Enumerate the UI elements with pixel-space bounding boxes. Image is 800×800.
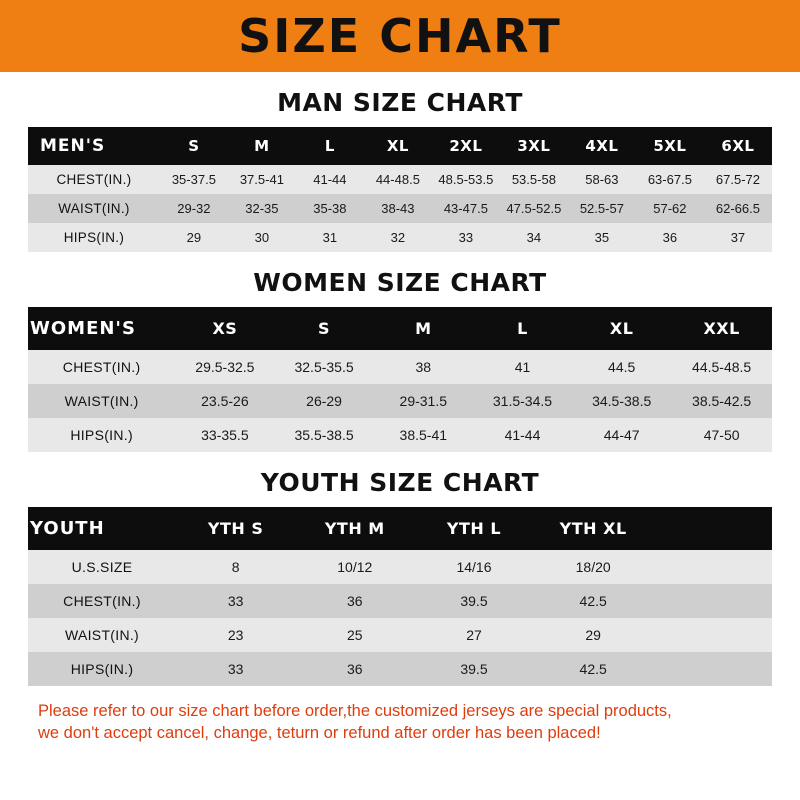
cell: 29-31.5 (374, 384, 473, 418)
youth-size-table (28, 507, 772, 686)
cell: 27 (414, 618, 533, 652)
cell: 36 (636, 223, 704, 252)
table-row (28, 418, 772, 452)
col-header-blank (653, 507, 772, 550)
cell: 42.5 (534, 652, 653, 686)
cell: 63-67.5 (636, 165, 704, 194)
cell: 38-43 (364, 194, 432, 223)
cell: 43-47.5 (432, 194, 500, 223)
table-row (28, 384, 772, 418)
col-header-xl: XL (572, 307, 671, 350)
col-header-l: L (296, 127, 364, 165)
cell: 41-44 (473, 418, 572, 452)
man-section-title: MAN SIZE CHART (277, 88, 523, 117)
col-header-4xl: 4XL (568, 127, 636, 165)
cell: 57-62 (636, 194, 704, 223)
cell: 31 (296, 223, 364, 252)
row-label-waist: WAIST(IN.) (28, 194, 160, 223)
youth-section-title: YOUTH SIZE CHART (260, 468, 540, 497)
cell: 42.5 (534, 584, 653, 618)
cell: 38.5-42.5 (671, 384, 772, 418)
cell: 35-37.5 (160, 165, 228, 194)
row-label-chest: CHEST(IN.) (28, 165, 160, 194)
cell (653, 584, 772, 618)
cell: 26-29 (274, 384, 373, 418)
cell (653, 652, 772, 686)
col-header-womens: WOMEN'S (28, 307, 175, 350)
cell: 41-44 (296, 165, 364, 194)
col-header-s: S (274, 307, 373, 350)
cell: 38 (374, 350, 473, 384)
man-table-body (28, 165, 772, 252)
cell: 29-32 (160, 194, 228, 223)
cell: 44.5-48.5 (671, 350, 772, 384)
col-header-xl: XL (364, 127, 432, 165)
col-header-2xl: 2XL (432, 127, 500, 165)
cell: 10/12 (295, 550, 414, 584)
row-label-hips: HIPS(IN.) (28, 652, 176, 686)
cell: 32-35 (228, 194, 296, 223)
table-row (28, 652, 772, 686)
cell: 44.5 (572, 350, 671, 384)
footer-line-1: Please refer to our size chart before order,the customized jerseys are special products, (38, 702, 672, 720)
cell: 23 (176, 618, 295, 652)
col-header-yth-l: YTH L (414, 507, 533, 550)
col-header-yth-xl: YTH XL (534, 507, 653, 550)
cell: 34.5-38.5 (572, 384, 671, 418)
col-header-xs: XS (175, 307, 274, 350)
cell: 32.5-35.5 (274, 350, 373, 384)
col-header-l: L (473, 307, 572, 350)
cell: 47.5-52.5 (500, 194, 568, 223)
row-label-waist: WAIST(IN.) (28, 384, 175, 418)
cell: 33 (176, 652, 295, 686)
footer-disclaimer (38, 700, 762, 745)
table-row (28, 350, 772, 384)
cell: 48.5-53.5 (432, 165, 500, 194)
cell: 29 (534, 618, 653, 652)
cell: 53.5-58 (500, 165, 568, 194)
footer-line-2: we don't accept cancel, change, teturn or refund after order has been placed! (38, 724, 601, 743)
cell: 39.5 (414, 652, 533, 686)
cell: 44-47 (572, 418, 671, 452)
cell: 29.5-32.5 (175, 350, 274, 384)
col-header-mens: MEN'S (28, 127, 160, 165)
table-header-row (28, 127, 772, 165)
table-row (28, 618, 772, 652)
col-header-youth: YOUTH (28, 507, 176, 550)
cell: 32 (364, 223, 432, 252)
cell: 29 (160, 223, 228, 252)
cell: 47-50 (671, 418, 772, 452)
cell: 8 (176, 550, 295, 584)
col-header-xxl: XXL (671, 307, 772, 350)
table-header-row (28, 507, 772, 550)
cell: 67.5-72 (704, 165, 772, 194)
cell: 30 (228, 223, 296, 252)
cell: 62-66.5 (704, 194, 772, 223)
table-row (28, 194, 772, 223)
women-table-body (28, 350, 772, 452)
cell: 33-35.5 (175, 418, 274, 452)
content-area (0, 88, 800, 745)
page-title: SIZE CHART (238, 9, 562, 63)
table-header-row (28, 307, 772, 350)
row-label-hips: HIPS(IN.) (28, 223, 160, 252)
cell: 44-48.5 (364, 165, 432, 194)
cell: 35 (568, 223, 636, 252)
youth-table-body (28, 550, 772, 686)
row-label-chest: CHEST(IN.) (28, 584, 176, 618)
cell: 41 (473, 350, 572, 384)
row-label-us-size: U.S.SIZE (28, 550, 176, 584)
col-header-s: S (160, 127, 228, 165)
cell: 31.5-34.5 (473, 384, 572, 418)
cell: 39.5 (414, 584, 533, 618)
man-size-table (28, 127, 772, 252)
cell: 34 (500, 223, 568, 252)
cell: 35.5-38.5 (274, 418, 373, 452)
women-section-title: WOMEN SIZE CHART (253, 268, 547, 297)
cell: 36 (295, 584, 414, 618)
col-header-6xl: 6XL (704, 127, 772, 165)
cell: 58-63 (568, 165, 636, 194)
row-label-waist: WAIST(IN.) (28, 618, 176, 652)
women-table-header (28, 307, 772, 350)
cell: 33 (432, 223, 500, 252)
col-header-m: M (374, 307, 473, 350)
cell (653, 618, 772, 652)
man-table-header (28, 127, 772, 165)
table-row (28, 223, 772, 252)
table-row (28, 165, 772, 194)
cell: 37.5-41 (228, 165, 296, 194)
cell: 35-38 (296, 194, 364, 223)
cell: 25 (295, 618, 414, 652)
cell: 18/20 (534, 550, 653, 584)
cell: 14/16 (414, 550, 533, 584)
cell (653, 550, 772, 584)
cell: 52.5-57 (568, 194, 636, 223)
cell: 37 (704, 223, 772, 252)
youth-table-header (28, 507, 772, 550)
header-banner (0, 0, 800, 72)
col-header-5xl: 5XL (636, 127, 704, 165)
col-header-3xl: 3XL (500, 127, 568, 165)
table-row (28, 584, 772, 618)
cell: 38.5-41 (374, 418, 473, 452)
col-header-yth-s: YTH S (176, 507, 295, 550)
row-label-chest: CHEST(IN.) (28, 350, 175, 384)
cell: 23.5-26 (175, 384, 274, 418)
col-header-yth-m: YTH M (295, 507, 414, 550)
women-size-table (28, 307, 772, 452)
table-row (28, 550, 772, 584)
cell: 36 (295, 652, 414, 686)
col-header-m: M (228, 127, 296, 165)
cell: 33 (176, 584, 295, 618)
row-label-hips: HIPS(IN.) (28, 418, 175, 452)
